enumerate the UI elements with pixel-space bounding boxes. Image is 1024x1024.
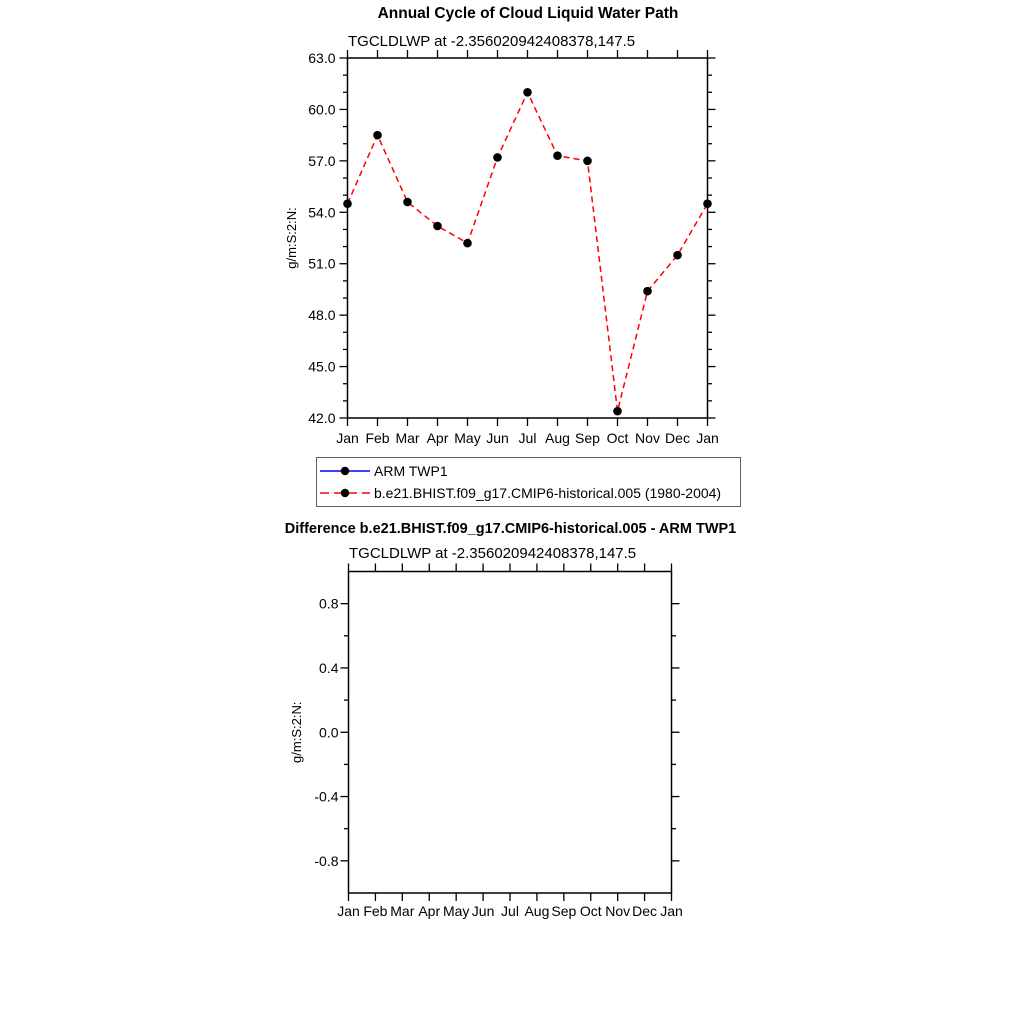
- y-tick-label: 0.4: [319, 659, 339, 676]
- x-tick-label: Sep: [575, 430, 600, 446]
- x-tick-label: Oct: [606, 430, 629, 446]
- x-tick-label: Dec: [665, 430, 690, 446]
- x-tick-label: Feb: [363, 903, 388, 919]
- y-axis-label: g/m:S:2:N:: [289, 701, 304, 763]
- y-tick-label: 48.0: [308, 307, 336, 324]
- data-point: [553, 151, 562, 160]
- data-point: [463, 239, 472, 248]
- y-tick-label: 57.0: [308, 152, 336, 169]
- data-point: [403, 198, 412, 207]
- legend-sample-model: [319, 487, 371, 499]
- y-tick-label: 54.0: [308, 204, 336, 221]
- x-tick-label: Mar: [390, 903, 415, 919]
- x-tick-label: Aug: [524, 903, 550, 919]
- legend-marker-dot: [341, 489, 349, 497]
- x-tick-label: Jan: [660, 903, 683, 919]
- panel1-subtitle: TGCLDLWP at -2.356020942408378,147.5: [348, 33, 636, 50]
- x-tick-label: May: [442, 903, 470, 919]
- y-tick-label: 0.0: [319, 724, 339, 741]
- data-point: [493, 153, 502, 162]
- legend-label-arm-twp1: ARM TWP1: [374, 462, 448, 479]
- y-tick-label: 42.0: [308, 410, 336, 426]
- legend-label-model: b.e21.BHIST.f09_g17.CMIP6-historical.005 (1980-2004): [374, 485, 722, 502]
- x-tick-label: Apr: [426, 430, 449, 446]
- x-tick-label: Jan: [336, 430, 359, 446]
- legend-row-model: [317, 483, 740, 503]
- x-tick-label: Jun: [471, 903, 495, 919]
- y-tick-label: -0.4: [314, 788, 339, 805]
- y-tick-label: 60.0: [308, 101, 336, 118]
- panel2-subtitle: TGCLDLWP at -2.356020942408378,147.5: [349, 545, 637, 562]
- legend-box: [316, 457, 741, 507]
- legend-sample-arm-twp1: [319, 465, 371, 477]
- plot-frame: [348, 58, 708, 418]
- x-tick-label: Jul: [518, 430, 537, 446]
- data-point: [523, 88, 532, 97]
- panel2-title: Difference b.e21.BHIST.f09_g17.CMIP6-historical.005 - ARM TWP1: [284, 521, 737, 537]
- y-tick-label: 0.8: [319, 595, 339, 612]
- legend-marker-dot: [341, 466, 349, 474]
- legend-row-arm-twp1: [317, 461, 740, 481]
- x-tick-label: May: [454, 430, 481, 446]
- y-tick-label: -0.8: [314, 852, 339, 869]
- x-tick-label: Jul: [501, 903, 519, 919]
- y-tick-label: 51.0: [308, 255, 336, 272]
- data-point: [613, 407, 622, 416]
- x-tick-label: Aug: [545, 430, 570, 446]
- plot-frame: [349, 572, 672, 894]
- panel1-title: Annual Cycle of Cloud Liquid Water Path: [377, 5, 679, 22]
- y-tick-label: 45.0: [308, 358, 336, 375]
- data-point: [673, 251, 682, 260]
- data-line: [348, 92, 708, 411]
- x-tick-label: Nov: [605, 903, 631, 919]
- data-point: [643, 287, 652, 296]
- x-tick-label: Apr: [418, 903, 441, 919]
- data-point: [343, 199, 352, 208]
- data-point: [373, 131, 382, 140]
- x-tick-label: Jan: [337, 903, 360, 919]
- x-tick-label: Feb: [365, 430, 390, 446]
- y-axis-label: g/m:S:2:N:: [284, 207, 299, 269]
- data-point: [583, 157, 592, 166]
- x-tick-label: Sep: [551, 903, 577, 919]
- x-tick-label: Jan: [696, 430, 719, 446]
- x-tick-label: Dec: [632, 903, 658, 919]
- x-tick-label: Mar: [395, 430, 420, 446]
- data-point: [433, 222, 442, 231]
- y-tick-label: 63.0: [308, 50, 336, 66]
- x-tick-label: Jun: [486, 430, 509, 446]
- data-point: [703, 199, 712, 208]
- x-tick-label: Oct: [579, 903, 602, 919]
- x-tick-label: Nov: [635, 430, 660, 446]
